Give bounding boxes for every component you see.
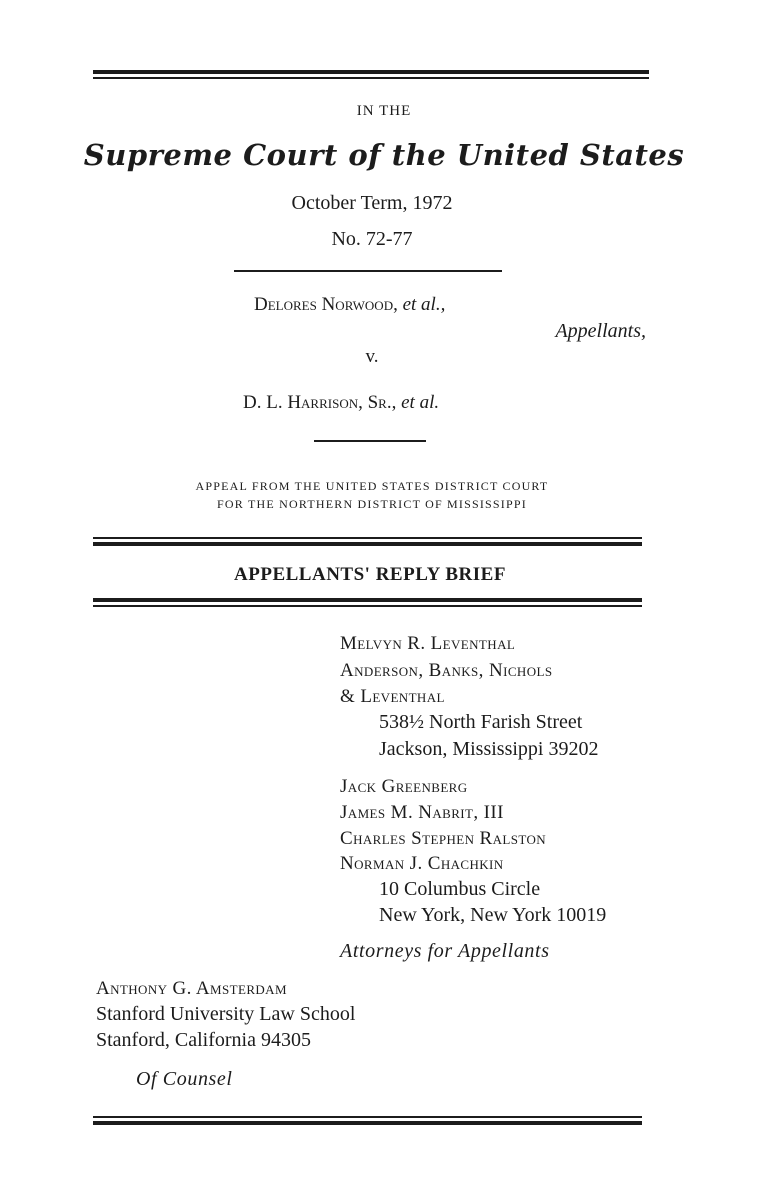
docket-number: No. 72-77 <box>331 228 413 250</box>
appellees-etal: et al. <box>401 392 440 413</box>
appellants-line <box>254 294 445 316</box>
appeal-from-line1: APPEAL FROM THE UNITED STATES DISTRICT COURT <box>195 479 549 493</box>
title-top-rule <box>93 537 642 546</box>
counsel-2-address2: New York, New York 10019 <box>379 904 607 926</box>
of-counsel-label: Of Counsel <box>136 1068 233 1090</box>
counsel-2-name3: Charles Stephen Ralston <box>340 828 547 849</box>
counsel-1-firm-line1: Anderson, Banks, Nichols <box>340 660 553 681</box>
counsel-2-name4: Norman J. Chachkin <box>340 853 504 874</box>
appeal-from-line2: FOR THE NORTHERN DISTRICT OF MISSISSIPPI <box>217 497 527 511</box>
appellants-name: Delores Norwood, <box>254 294 398 315</box>
appellants-etal: et al., <box>402 294 446 315</box>
counsel-1-firm-line2: & Leventhal <box>340 686 445 707</box>
header-divider <box>234 270 502 272</box>
parties-divider <box>314 440 426 442</box>
counsel-2-name2: James M. Nabrit, III <box>340 802 504 823</box>
counsel-1-address2: Jackson, Mississippi 39202 <box>379 738 599 760</box>
bottom-double-rule <box>93 1116 642 1125</box>
brief-title: APPELLANTS' REPLY BRIEF <box>234 564 506 585</box>
counsel-2-name1: Jack Greenberg <box>340 776 468 797</box>
counsel-2-address1: 10 Columbus Circle <box>379 878 541 900</box>
appellees-name: D. L. Harrison, Sr., <box>243 392 397 413</box>
top-double-rule <box>93 70 649 79</box>
appellants-role: Appellants, <box>555 320 646 342</box>
versus-label: v. <box>365 346 379 367</box>
attorneys-label: Attorneys for Appellants <box>340 940 550 962</box>
term-label: October Term, 1972 <box>291 192 453 214</box>
counsel-1-address1: 538½ North Farish Street <box>379 711 583 733</box>
of-counsel-address2: Stanford, California 94305 <box>96 1029 311 1051</box>
in-the-label: IN THE <box>356 103 412 119</box>
of-counsel-address1: Stanford University Law School <box>96 1003 356 1025</box>
of-counsel-name: Anthony G. Amsterdam <box>96 978 287 999</box>
appellees-line <box>243 392 439 414</box>
court-name-heading: Supreme Court of the United States <box>83 138 685 172</box>
counsel-1-name: Melvyn R. Leventhal <box>340 633 516 654</box>
title-bottom-rule <box>93 598 642 607</box>
